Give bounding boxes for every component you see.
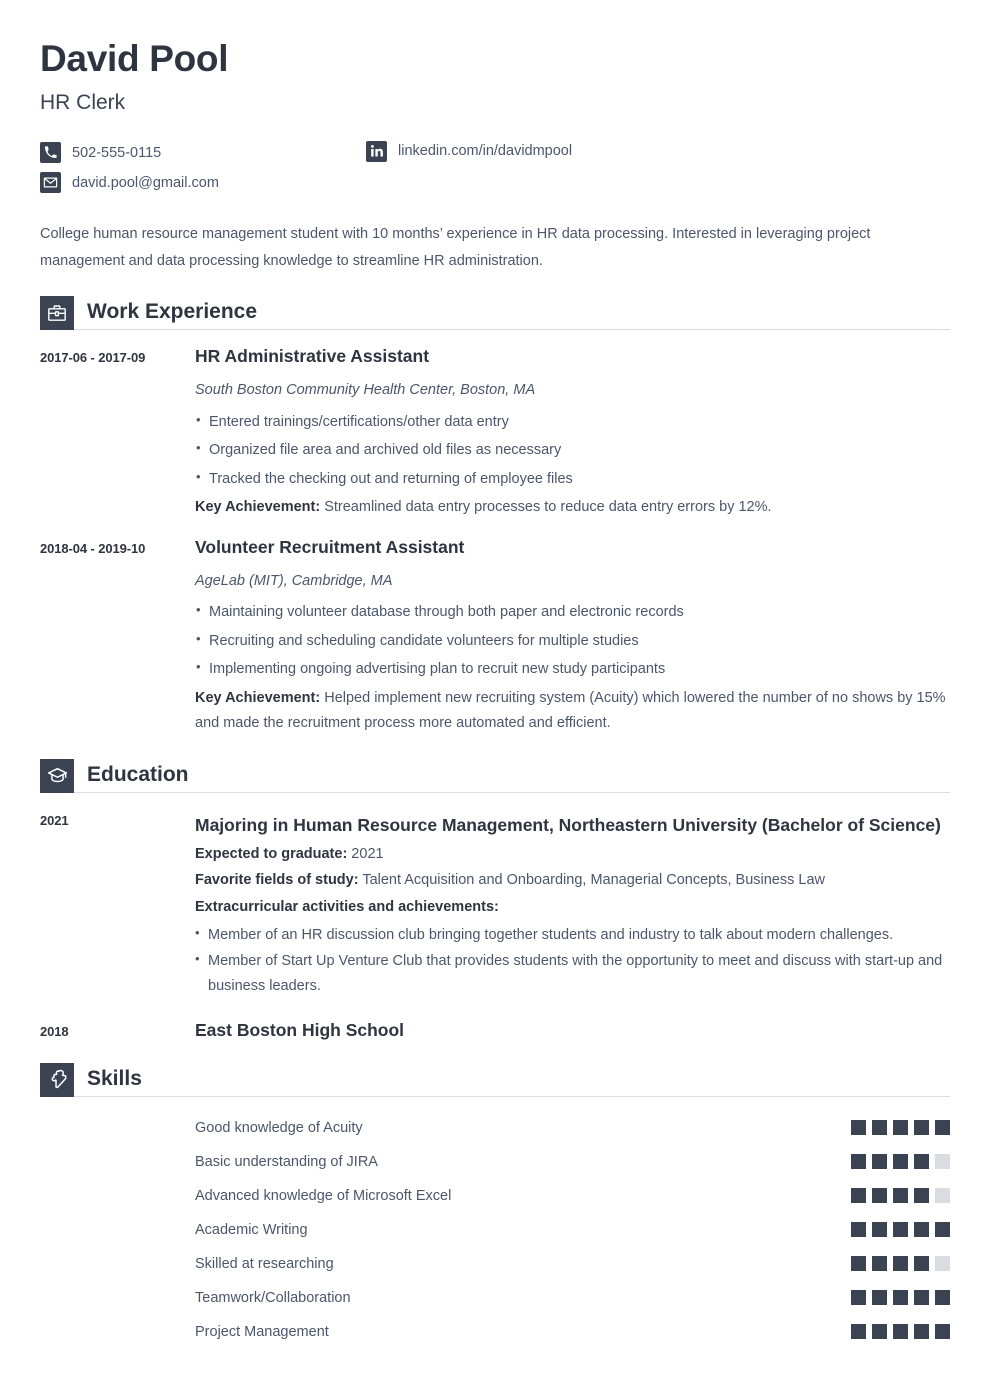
skill-row: [195, 1247, 950, 1281]
education-bullets: [195, 923, 950, 999]
skill-name: Project Management: [195, 1323, 329, 1340]
education-fields: [195, 868, 950, 893]
skill-dot-empty: [935, 1256, 950, 1271]
section-title-work: Work Experience: [87, 300, 258, 324]
skill-row: [195, 1179, 950, 1213]
skill-dot-filled: [893, 1154, 908, 1169]
school-name: East Boston High School: [195, 1019, 405, 1040]
skill-row: [195, 1315, 950, 1349]
education-extracurricular-label: [195, 895, 950, 920]
skill-dot-filled: [872, 1154, 887, 1169]
work-entry-bullets: [195, 600, 950, 682]
skill-level-indicator: [851, 1154, 950, 1169]
skill-dot-filled: [914, 1120, 929, 1135]
school-date: 2018: [40, 1023, 69, 1039]
skills-heading: [40, 1063, 950, 1097]
skill-name: Advanced knowledge of Microsoft Excel: [195, 1187, 452, 1204]
section-work-experience: [40, 296, 950, 736]
list-item: • Entered trainings/certifications/other data entry: [195, 410, 950, 435]
skill-dot-filled: [851, 1120, 866, 1135]
extracurricular-label: Extracurricular activities and achievements:: [195, 898, 499, 915]
skill-dot-filled: [851, 1256, 866, 1271]
fields-label: Favorite fields of study:: [195, 872, 359, 889]
skill-level-indicator: [851, 1256, 950, 1271]
education-heading: [40, 759, 950, 793]
skill-dot-filled: [872, 1324, 887, 1339]
section-education: [40, 759, 950, 1041]
skill-dot-empty: [935, 1154, 950, 1169]
work-entry-bullets: [195, 410, 950, 492]
graduation-label: Expected to graduate:: [195, 846, 348, 863]
list-item: • Recruiting and scheduling candidate volunteers for multiple studies: [195, 629, 950, 654]
linkedin-url: linkedin.com/in/davidmpool: [398, 143, 573, 160]
fields-value: Talent Acquisition and Onboarding, Managerial Concepts, Business Law: [358, 872, 825, 889]
key-achievement-text: Streamlined data entry processes to reduce data entry errors by 12%.: [320, 499, 772, 516]
candidate-name: David Pool: [40, 38, 229, 79]
graduation-value: 2021: [347, 846, 384, 863]
work-entry-title: HR Administrative Assistant: [195, 346, 430, 367]
skill-dot-filled: [893, 1222, 908, 1237]
skill-dot-filled: [914, 1290, 929, 1305]
skill-level-indicator: [851, 1222, 950, 1237]
work-entry-key-achievement: [195, 495, 950, 520]
work-entry-body: [195, 537, 950, 737]
education-school-entry: [40, 1020, 950, 1041]
key-achievement-label: Key Achievement:: [195, 689, 321, 706]
phone-number: 502-555-0115: [72, 144, 162, 161]
education-entry-body: [195, 809, 950, 1000]
list-item: • Organized file area and archived old files as necessary: [195, 438, 950, 463]
skill-dot-filled: [872, 1290, 887, 1305]
skill-name: Basic understanding of JIRA: [195, 1153, 378, 1170]
list-item: • Member of Start Up Venture Club that provides students with the opportunity to meet and discuss with start-up and business leaders.: [195, 949, 950, 999]
skill-dot-filled: [872, 1256, 887, 1271]
skill-dot-filled: [914, 1188, 929, 1203]
skill-dot-filled: [893, 1256, 908, 1271]
linkedin-icon: [366, 141, 387, 162]
candidate-job-title: HR Clerk: [40, 90, 126, 114]
phone-icon: [40, 142, 61, 163]
skill-dot-filled: [851, 1154, 866, 1169]
skill-dot-filled: [851, 1222, 866, 1237]
skill-dot-filled: [851, 1324, 866, 1339]
skill-dot-filled: [893, 1188, 908, 1203]
skill-dot-filled: [935, 1120, 950, 1135]
skill-level-indicator: [851, 1324, 950, 1339]
work-experience-heading: [40, 296, 950, 330]
skill-row: [195, 1281, 950, 1315]
work-entry-key-achievement: [195, 686, 950, 737]
section-divider: [74, 329, 950, 330]
skill-dot-filled: [851, 1188, 866, 1203]
skill-dot-filled: [872, 1120, 887, 1135]
section-skills: [40, 1063, 950, 1349]
section-title-skills: Skills: [87, 1066, 142, 1090]
work-entry-body: [195, 346, 950, 520]
skill-dot-empty: [935, 1188, 950, 1203]
list-item: • Implementing ongoing advertising plan to recruit new study participants: [195, 657, 950, 682]
skill-dot-filled: [914, 1256, 929, 1271]
contact-row-email: [40, 171, 950, 195]
professional-summary: College human resource management student with 10 months’ experience in HR data processing. Interested in leveraging project management and data processing knowledge to streamline HR administration.: [40, 225, 871, 269]
skill-dot-filled: [893, 1120, 908, 1135]
key-achievement-label: Key Achievement:: [195, 499, 321, 516]
skill-row: [195, 1213, 950, 1247]
skill-dot-filled: [872, 1222, 887, 1237]
skill-dot-filled: [914, 1154, 929, 1169]
work-entry-employer: AgeLab (MIT), Cambridge, MA: [195, 572, 393, 589]
skill-row: [195, 1145, 950, 1179]
work-entry-employer: South Boston Community Health Center, Boston, MA: [195, 382, 536, 399]
work-entry: [40, 346, 950, 520]
email-address: david.pool@gmail.com: [72, 174, 219, 191]
skill-dot-filled: [935, 1290, 950, 1305]
section-title-education: Education: [87, 762, 189, 786]
skill-dot-filled: [893, 1290, 908, 1305]
skill-dot-filled: [914, 1324, 929, 1339]
skill-name: Academic Writing: [195, 1221, 308, 1238]
key-achievement-text: Helped implement new recruiting system (Acuity) which lowered the number of no shows by 15% and made the recruitment process more automated and efficient.: [195, 689, 946, 732]
education-graduation: [195, 842, 950, 867]
skill-dot-filled: [935, 1222, 950, 1237]
skill-name: Skilled at researching: [195, 1255, 334, 1272]
section-divider: [74, 1096, 950, 1097]
list-item: • Maintaining volunteer database through both paper and electronic records: [195, 600, 950, 625]
education-entry-date: 2021: [40, 812, 69, 828]
skills-list: [40, 1111, 950, 1349]
contact-row-phone: [40, 141, 950, 165]
skill-name: Teamwork/Collaboration: [195, 1289, 351, 1306]
skill-dot-filled: [851, 1290, 866, 1305]
education-entry: [40, 809, 950, 1000]
education-degree: Majoring in Human Resource Management, Northeastern University (Bachelor of Science): [195, 814, 941, 835]
skill-level-indicator: [851, 1290, 950, 1305]
contact-block: [40, 141, 950, 195]
list-item: • Member of an HR discussion club bringing together students and industry to talk about modern challenges.: [195, 923, 950, 948]
resume-header: [40, 38, 950, 195]
briefcase-icon: [40, 296, 74, 330]
contact-linkedin[interactable]: [366, 141, 572, 162]
work-entry: [40, 537, 950, 737]
skill-row: [195, 1111, 950, 1145]
skill-dot-filled: [893, 1324, 908, 1339]
work-entry-date: 2017-06 - 2017-09: [40, 350, 146, 366]
skill-level-indicator: [851, 1188, 950, 1203]
skill-dot-filled: [914, 1222, 929, 1237]
skill-level-indicator: [851, 1120, 950, 1135]
skill-dot-filled: [935, 1324, 950, 1339]
work-entry-date: 2018-04 - 2019-10: [40, 540, 146, 556]
list-item: • Tracked the checking out and returning of employee files: [195, 467, 950, 492]
school-body: [195, 1020, 950, 1041]
skill-dot-filled: [872, 1188, 887, 1203]
work-entry-title: Volunteer Recruitment Assistant: [195, 536, 465, 557]
contact-phone[interactable]: [40, 142, 161, 163]
contact-email[interactable]: [40, 172, 219, 193]
skill-name: Good knowledge of Acuity: [195, 1119, 363, 1136]
puzzle-piece-icon: [40, 1063, 74, 1097]
section-divider: [74, 792, 950, 793]
envelope-icon: [40, 172, 61, 193]
graduation-cap-icon: [40, 759, 74, 793]
